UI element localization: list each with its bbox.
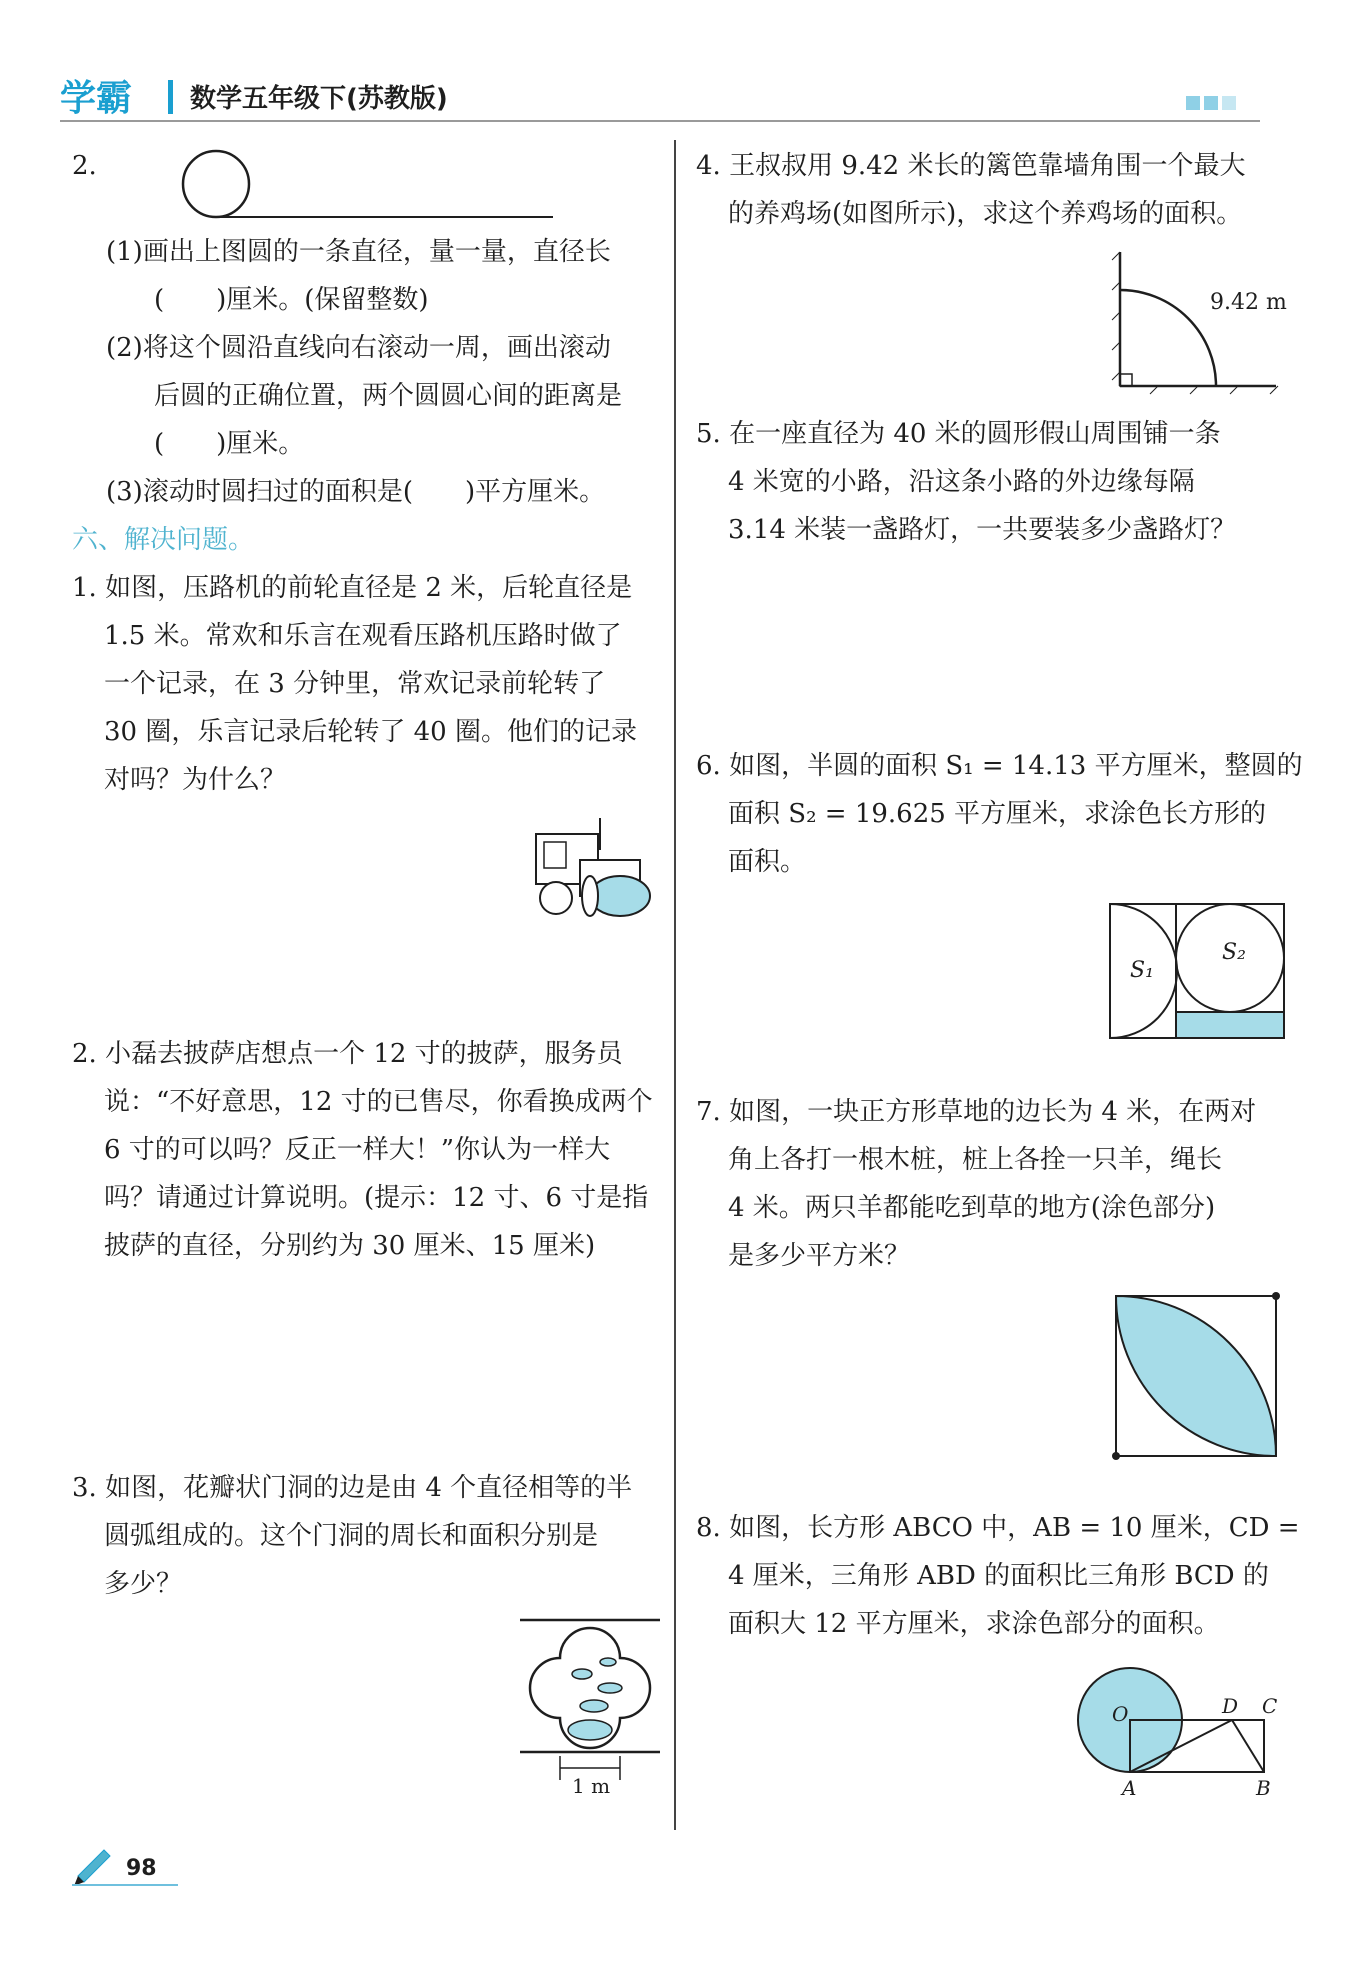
problem-text: 3. 如图，花瓣状门洞的边是由 4 个直径相等的半 [72,1473,633,1503]
pencil-icon [0,0,1,1]
problem-text: 1. 如图，压路机的前轮直径是 2 米，后轮直径是 [72,573,633,603]
point-b-label: B [1256,1776,1271,1800]
problem-text: 面积大 12 平方厘米，求涂色部分的面积。 [728,1609,1220,1639]
header-decoration-square [1222,96,1236,110]
fence-length-label: 9.42 m [1210,290,1287,315]
question-text: (3)滚动时圆扫过的面积是( )平方厘米。 [106,477,606,507]
point-c-label: C [1262,1694,1278,1718]
problem-text: 一个记录，在 3 分钟里，常欢记录前轮转了 [104,669,606,699]
problem-text: 面积。 [728,847,807,877]
problem-text: 说：“不好意思，12 寸的已售尽，你看换成两个 [104,1087,653,1117]
point-d-label: D [1222,1694,1239,1718]
problem-text: 面积 S₂ = 19.625 平方厘米，求涂色长方形的 [728,799,1267,829]
question-text: (2)将这个圆沿直线向右滚动一周，画出滚动 [106,333,611,363]
problem-text: 的养鸡场(如图所示)，求这个养鸡场的面积。 [728,199,1243,229]
problem-text: 圆弧组成的。这个门洞的周长和面积分别是 [104,1521,599,1551]
problem-text: 是多少平方米？ [728,1241,911,1271]
question-text: ( )厘米。(保留整数) [154,285,429,315]
stepping-stone [580,1700,608,1712]
problem-text: 角上各打一根木桩，桩上各拴一只羊，绳长 [728,1145,1223,1175]
stepping-stone [600,1658,616,1666]
fence-arc [1120,290,1216,386]
page-number: 98 [126,1856,157,1881]
problem-text: 5. 在一座直径为 40 米的圆形假山周围铺一条 [696,419,1221,449]
problem-text: 4. 王叔叔用 9.42 米长的篱笆靠墙角围一个最大 [696,151,1246,181]
question-text: 后圆的正确位置，两个圆圆心间的距离是 [154,381,623,411]
question-number: 2. [72,151,97,181]
footer-rule [72,1884,178,1886]
roller-drum-end [582,876,598,916]
problem-text: 对吗？为什么？ [104,765,287,795]
right-angle-mark [1120,374,1132,386]
dimension-label: 1 m [572,1774,611,1798]
label-s2: S₂ [1222,940,1246,965]
column-divider [674,140,676,1830]
section-title: 六、解决问题。 [72,525,255,555]
problem-text: 30 圈，乐言记录后轮转了 40 圈。他们的记录 [104,717,637,747]
book-title: 数学五年级下(苏教版) [190,84,448,114]
header-decoration-square [1186,96,1200,110]
shaded-rectangle [1176,1012,1284,1038]
problem-text: 多少？ [104,1569,183,1599]
problem-text: 4 米。两只羊都能吃到草的地方(涂色部分) [728,1193,1216,1223]
problem-text: 披萨的直径，分别约为 30 厘米、15 厘米) [104,1231,596,1261]
stepping-stone [568,1720,612,1740]
header-separator [168,80,173,114]
problem-text: 3.14 米装一盏路灯，一共要装多少盏路灯？ [728,515,1237,545]
problem-text: 8. 如图，长方形 ABCO 中，AB = 10 厘米，CD = [696,1513,1300,1543]
question-text: (1)画出上图圆的一条直径，量一量，直径长 [106,237,611,267]
point-a-label: A [1122,1776,1137,1800]
label-s1: S₁ [1130,958,1154,983]
question-text: ( )厘米。 [154,429,305,459]
problem-text: 1.5 米。常欢和乐言在观看压路机压路时做了 [104,621,622,651]
stake-point [1272,1292,1280,1300]
figure-circle [183,151,249,217]
stepping-stone [598,1683,622,1693]
problem-text: 4 厘米，三角形 ABD 的面积比三角形 BCD 的 [728,1561,1269,1591]
problem-text: 4 米宽的小路，沿这条小路的外边缘每隔 [728,467,1195,497]
roller-rear-wheel [540,882,572,914]
problem-text: 6 寸的可以吗？反正一样大！”你认为一样大 [104,1135,611,1165]
roller-window [544,842,566,868]
stake-point [1112,1452,1120,1460]
brand-logo: 学霸 [60,78,133,119]
problem-text: 6. 如图，半圆的面积 S₁ = 14.13 平方厘米，整圆的 [696,751,1303,781]
point-o-label: O [1112,1702,1129,1726]
problem-text: 7. 如图，一块正方形草地的边长为 4 米，在两对 [696,1097,1257,1127]
rectangle-abco [1130,1720,1264,1772]
stepping-stone [572,1669,592,1679]
problem-text: 2. 小磊去披萨店想点一个 12 寸的披萨，服务员 [72,1039,623,1069]
problem-text: 吗？请通过计算说明。(提示：12 寸、6 寸是指 [104,1183,649,1213]
header-rule [60,120,1260,122]
header-decoration-square [1204,96,1218,110]
